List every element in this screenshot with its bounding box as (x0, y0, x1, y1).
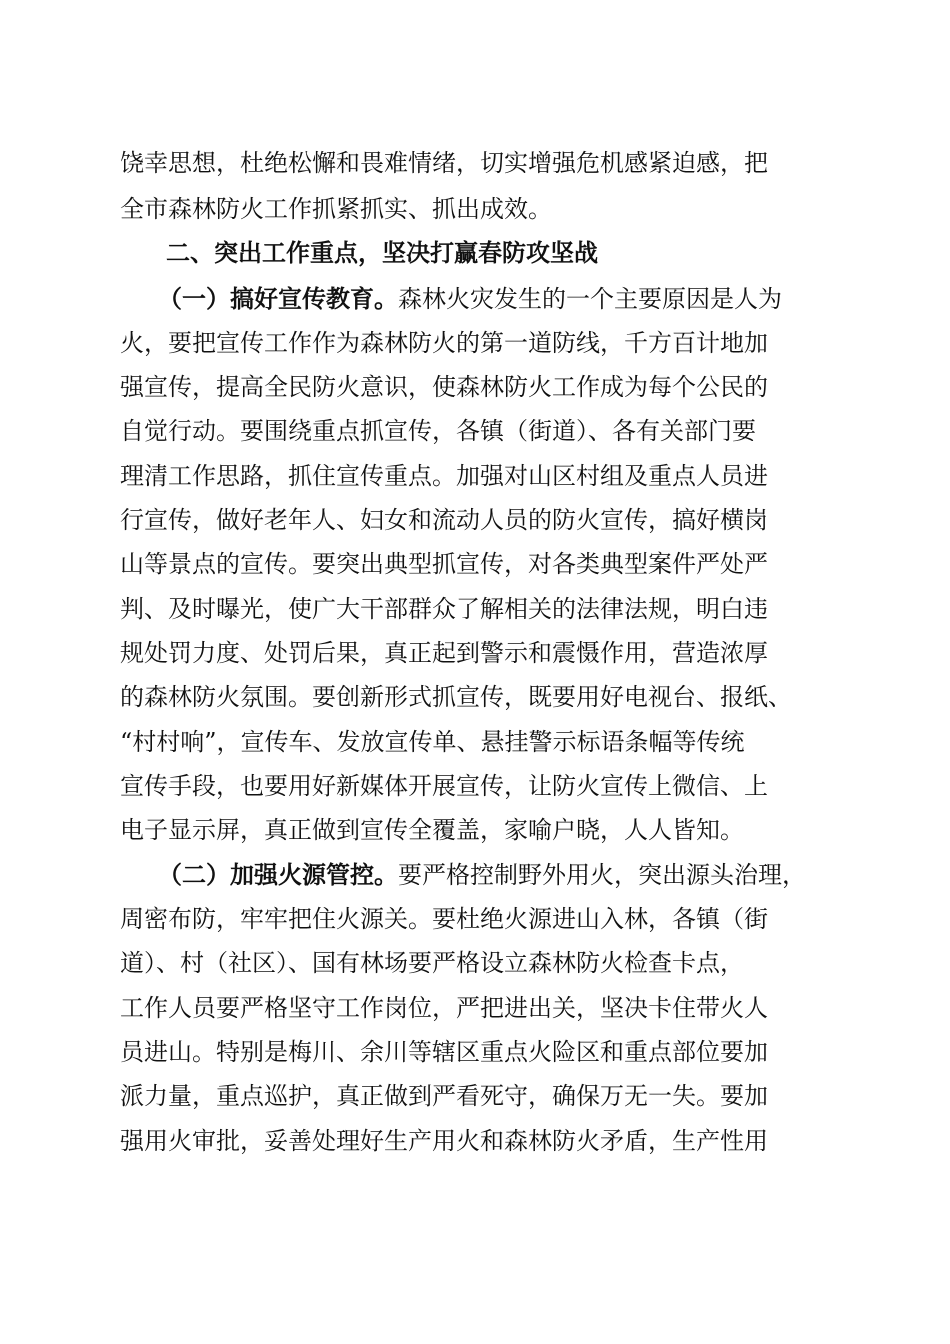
text-line: 工作人员要严格坚守工作岗位，严把进出关，坚决卡住带火人 (120, 994, 768, 1022)
text-line: 规处罚力度、处罚后果，真正起到警示和震慑作用，营造浓厚 (120, 639, 768, 667)
text-line: 派力量，重点巡护，真正做到严看死守，确保万无一失。要加 (120, 1082, 768, 1110)
text-line: 宣传手段，也要用好新媒体开展宣传，让防火宣传上微信、上 (120, 772, 768, 800)
text-line: 自觉行动。要围绕重点抓宣传，各镇（街道）、各有关部门要 (120, 417, 756, 445)
text-line: 火，要把宣传工作作为森林防火的第一道防线，千方百计地加 (120, 329, 768, 357)
paragraph-lead: （一）搞好宣传教育。 (158, 284, 398, 313)
text-line: 强用火审批，妥善处理好生产用火和森林防火矛盾，生产性用 (120, 1127, 768, 1155)
text-line: 强宣传，提高全民防火意识，使森林防火工作成为每个公民的 (120, 373, 768, 401)
text-line: 判、及时曝光，使广大干部群众了解相关的法律法规，明白违 (120, 595, 768, 623)
text-line: 道）、村（社区）、国有林场要严格设立森林防火检查卡点， (120, 949, 744, 977)
text-line: 行宣传，做好老年人、妇女和流动人员的防火宣传，搞好横岗 (120, 506, 768, 534)
text-span: 森林火灾发生的一个主要原因是人为 (398, 285, 782, 313)
text-line: 山等景点的宣传。要突出典型抓宣传，对各类典型案件严处严 (120, 550, 768, 578)
text-line: 电子显示屏，真正做到宣传全覆盖，家喻户晓，人人皆知。 (120, 816, 744, 844)
section-heading: 二、突出工作重点，坚决打赢春防攻坚战 (166, 238, 598, 267)
text-line: 理清工作思路，抓住宣传重点。加强对山区村组及重点人员进 (120, 462, 768, 490)
text-line: 全市森林防火工作抓紧抓实、抓出成效。 (120, 195, 552, 223)
paragraph-first-line (158, 860, 806, 890)
text-line: 周密布防，牢牢把住火源关。要杜绝火源进山入林，各镇（街 (120, 905, 768, 933)
text-line: “村村响”，宣传车、发放宣传单、悬挂警示标语条幅等传统 (120, 728, 745, 756)
paragraph-lead: （二）加强火源管控。 (158, 860, 398, 889)
text-line: 饶幸思想，杜绝松懈和畏难情绪，切实增强危机感紧迫感，把 (120, 149, 768, 177)
text-span: 要严格控制野外用火，突出源头治理， (398, 861, 806, 889)
paragraph-first-line (158, 284, 782, 314)
text-line: 员进山。特别是梅川、余川等辖区重点火险区和重点部位要加 (120, 1038, 768, 1066)
text-line: 的森林防火氛围。要创新形式抓宣传，既要用好电视台、报纸、 (120, 683, 792, 711)
